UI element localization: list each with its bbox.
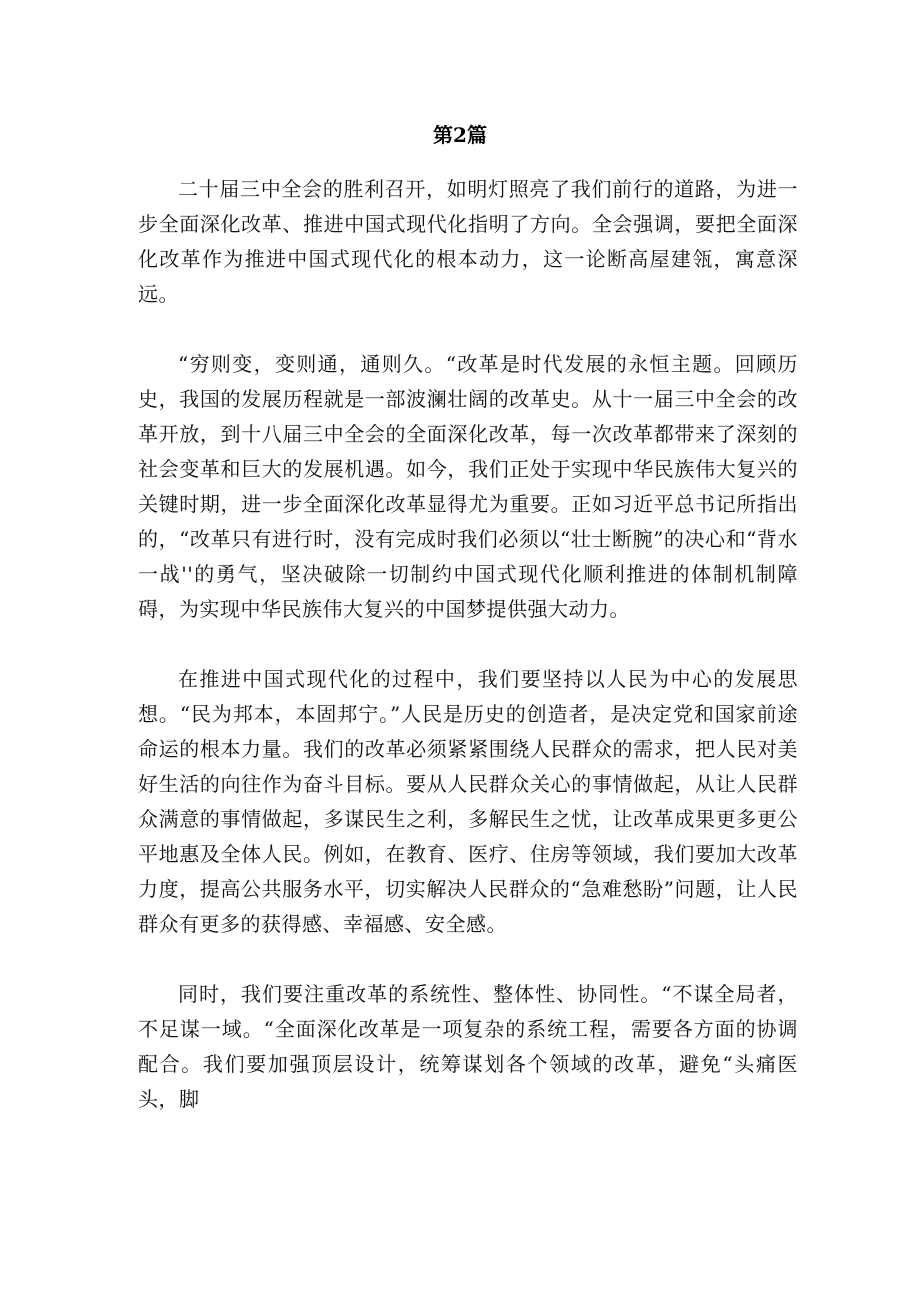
document-title: 第2篇: [433, 123, 487, 147]
paragraph-4: 同时，我们要注重改革的系统性、整体性、协同性。“不谋全局者，不足谋一域。“全面深化改革是一项复杂的系统工程，需要各方面的协调配合。我们要加强顶层设计，统筹谋划各个领域的改革，避免“头痛医头，脚: [138, 982, 798, 1111]
paragraph-3: 在推进中国式现代化的过程中，我们要坚持以人民为中心的发展思想。“民为邦本，本固邦宁。”人民是历史的创造者，是决定党和国家前途命运的根本力量。我们的改革必须紧紧围绕人民群众的需求，把人民对美好生活的向往作为奋斗目标。要从人民群众关心的事情做起，从让人民群众满意的事情做起，多谋民生之利，多解民生之忧，让改革成果更多更公平地惠及全体人民。例如，在教育、医疗、住房等领域，我们要加大改革力度，提高公共服务水平，切实解决人民群众的“急难愁盼”问题，让人民群众有更多的获得感、幸福感、安全感。: [138, 667, 798, 936]
document-body: [138, 172, 798, 1117]
paragraph-2: “穷则变，变则通，通则久。“改革是时代发展的永恒主题。回顾历史，我国的发展历程就是一部波澜壮阔的改革史。从十一届三中全会的改革开放，到十八届三中全会的全面深化改革，每一次改革都带来了深刻的社会变革和巨大的发展机遇。如今，我们正处于实现中华民族伟大复兴的关键时期，进一步全面深化改革显得尤为重要。正如习近平总书记所指出的，“改革只有进行时，没有完成时我们必须以“壮士断腕”的决心和“背水一战''的勇气，坚决破除一切制约中国式现代化顺利推进的体制机制障碍，为实现中华民族伟大复兴的中国梦提供强大动力。: [138, 352, 798, 621]
paragraph-1: 二十届三中全会的胜利召开，如明灯照亮了我们前行的道路，为进一步全面深化改革、推进中国式现代化指明了方向。全会强调，要把全面深化改革作为推进中国式现代化的根本动力，这一论断高屋建瓴，寓意深远。: [138, 177, 798, 306]
